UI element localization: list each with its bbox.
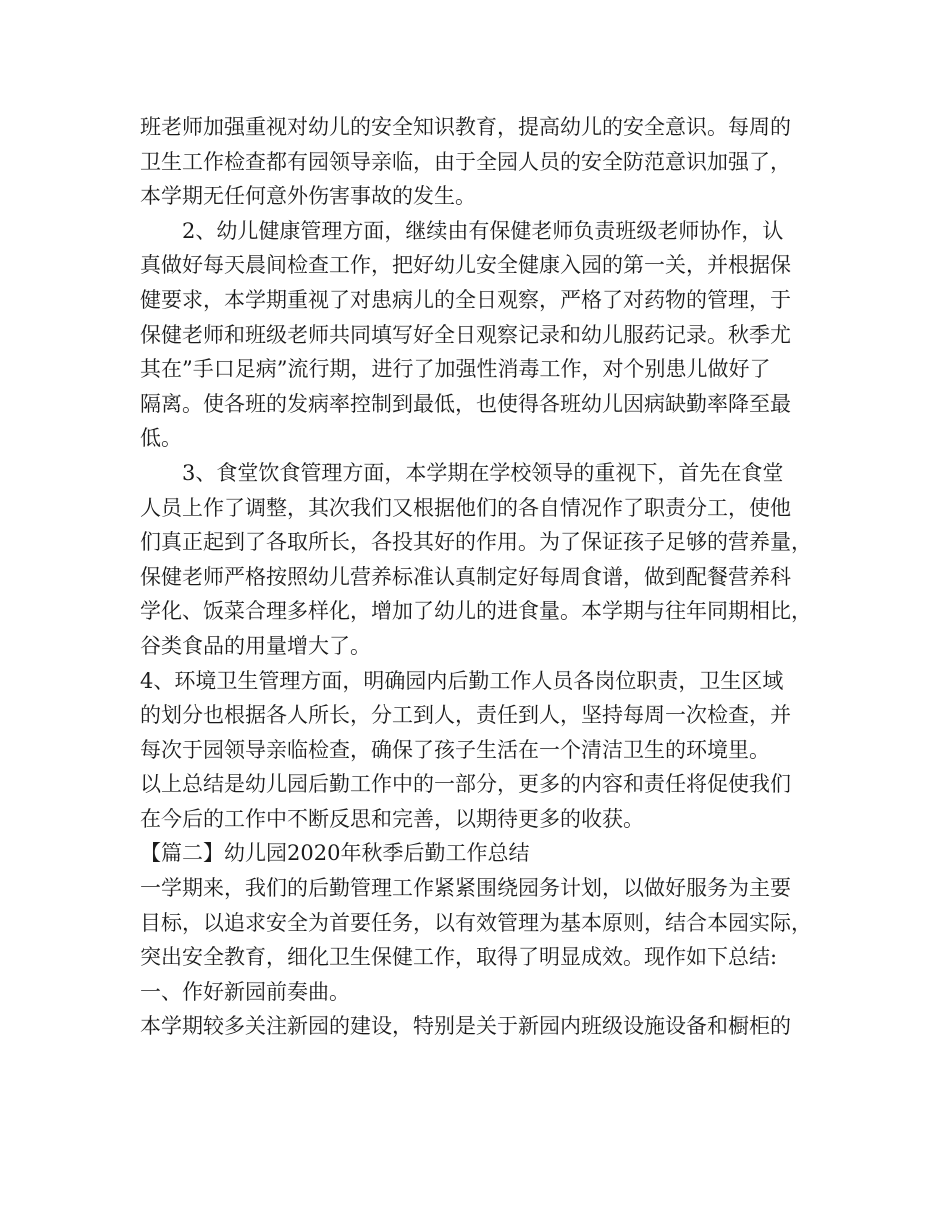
text-line: 保健老师和班级老师共同填写好全日观察记录和幼儿服药记录。秋季尤 xyxy=(140,322,791,347)
text-line: 人员上作了调整，其次我们又根据他们的各自情况作了职责分工，使他 xyxy=(140,495,791,520)
text-line: 的划分也根据各人所长，分工到人，责任到人，坚持每周一次检查，并 xyxy=(140,703,791,728)
text-line: 一、作好新园前奏曲。 xyxy=(140,979,350,1004)
text-line: 谷类食品的用量增大了。 xyxy=(140,633,371,658)
text-line: 每次于园领导亲临检查，确保了孩子生活在一个清洁卫生的环境里。 xyxy=(140,737,770,762)
text-line: 本学期较多关注新园的建设，特别是关于新园内班级设施设备和橱柜的 xyxy=(140,1014,791,1039)
text-line: 本学期无任何意外伤害事故的发生。 xyxy=(140,184,476,209)
text-line: 在今后的工作中不断反思和完善，以期待更多的收获。 xyxy=(140,806,644,831)
text-line: 真做好每天晨间检查工作，把好幼儿安全健康入园的第一关，并根据保 xyxy=(140,253,791,278)
text-line: 【篇二】幼儿园2020年秋季后勤工作总结 xyxy=(140,841,530,866)
text-line: 2、幼儿健康管理方面，继续由有保健老师负责班级老师协作，认 xyxy=(182,218,784,243)
text-line: 目标，以追求安全为首要任务，以有效管理为基本原则，结合本园实际， xyxy=(140,910,812,935)
text-line: 健要求，本学期重视了对患病儿的全日观察，严格了对药物的管理，于 xyxy=(140,287,791,312)
text-line: 突出安全教育，细化卫生保健工作，取得了明显成效。现作如下总结: xyxy=(140,945,778,970)
text-line: 隔离。使各班的发病率控制到最低，也使得各班幼儿因病缺勤率降至最 xyxy=(140,391,791,416)
text-line: 们真正起到了各取所长，各投其好的作用。为了保证孩子足够的营养量， xyxy=(140,530,812,555)
text-line: 以上总结是幼儿园后勤工作中的一部分，更多的内容和责任将促使我们 xyxy=(140,772,791,797)
text-line: 班老师加强重视对幼儿的安全知识教育，提高幼儿的安全意识。每周的 xyxy=(140,115,791,139)
text-line: 保健老师严格按照幼儿营养标准认真制定好每周食谱，做到配餐营养科 xyxy=(140,564,791,589)
text-line: 4、环境卫生管理方面，明确园内后勤工作人员各岗位职责，卫生区域 xyxy=(140,668,784,693)
text-line: 低。 xyxy=(140,426,182,451)
text-line: 一学期来，我们的后勤管理工作紧紧围绕园务计划，以做好服务为主要 xyxy=(140,876,791,901)
text-line: 其在”手口足病”流行期，进行了加强性消毒工作，对个别患儿做好了 xyxy=(140,357,771,382)
text-line: 卫生工作检查都有园领导亲临，由于全园人员的安全防范意识加强了， xyxy=(140,149,791,174)
text-line: 3、食堂饮食管理方面，本学期在学校领导的重视下，首先在食堂 xyxy=(182,460,784,485)
text-line: 学化、饭菜合理多样化，增加了幼儿的进食量。本学期与往年同期相比， xyxy=(140,599,812,624)
document-body xyxy=(140,110,820,1044)
